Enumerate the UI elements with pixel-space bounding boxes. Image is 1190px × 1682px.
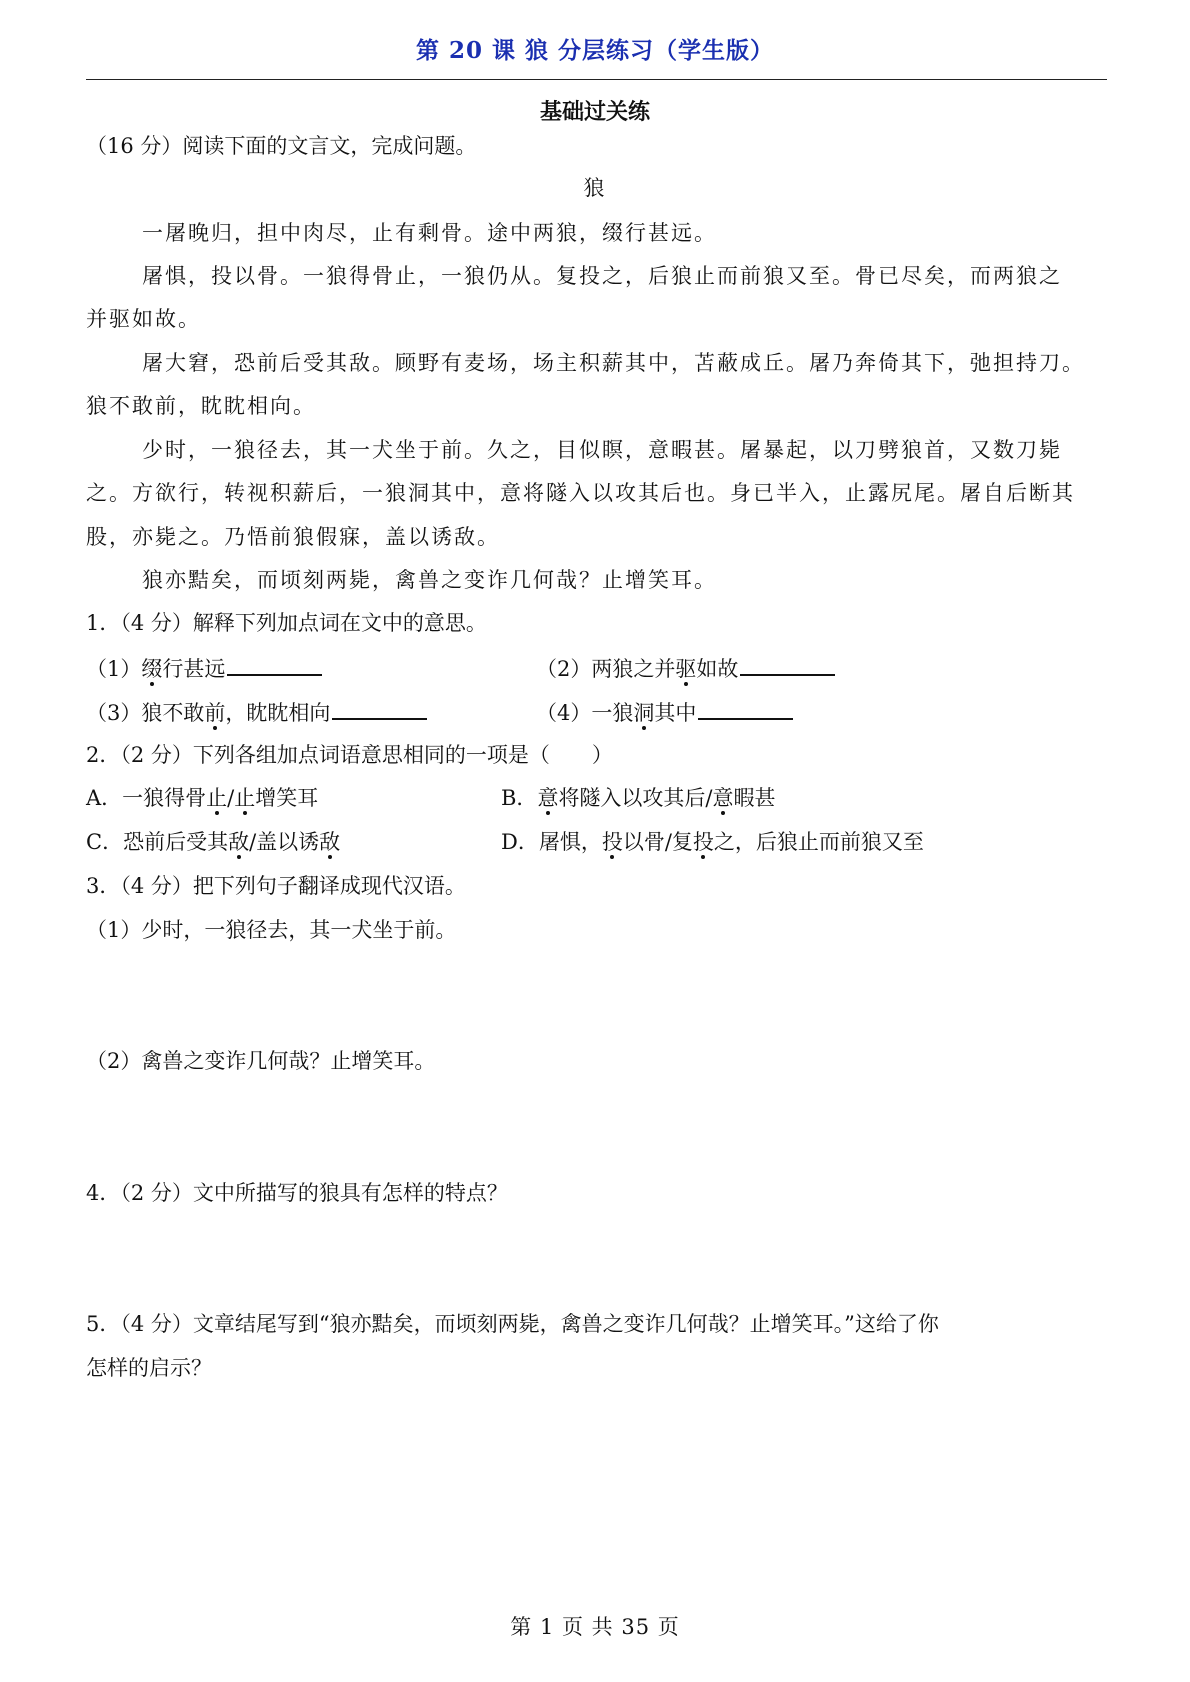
- passage-line: 之。方欲行，转视积薪后，一狼洞其中，意将隧入以攻其后也。身已半入，止露尻尾。屠自后断其: [86, 481, 1075, 505]
- passage-line: 屠惧，投以骨。一狼得骨止，一狼仍从。复投之，后狼止而前狼又至。骨已尽矣，而两狼之: [142, 264, 1062, 288]
- answer-blank[interactable]: [740, 652, 835, 676]
- question-1-stem: 1．（4 分）解释下列加点词在文中的意思。: [86, 611, 487, 635]
- question-3-sentence-1: （1）少时，一狼径去，其一犬坐于前。: [86, 918, 457, 942]
- option-a[interactable]: A．一狼得骨止/止增笑耳: [86, 786, 319, 810]
- section-title: 基础过关练: [539, 99, 650, 125]
- passage-line: 股，亦毙之。乃悟前狼假寐，盖以诱敌。: [86, 525, 500, 549]
- page-number: 第 1 页 共 35 页: [510, 1615, 680, 1639]
- question-3-sentence-2: （2）禽兽之变诈几何哉？止增笑耳。: [86, 1049, 436, 1073]
- answer-blank[interactable]: [698, 696, 793, 720]
- question-1-row-1: [86, 652, 1107, 684]
- passage-line: 狼亦黠矣，而顷刻两毙，禽兽之变诈几何哉？止增笑耳。: [142, 568, 717, 592]
- q1-item-3: （3）狼不敢前，眈眈相向: [86, 701, 427, 725]
- option-c[interactable]: C．恐前后受其敌/盖以诱敌: [86, 830, 341, 854]
- question-1-row-2: [86, 696, 1107, 728]
- question-2-stem: 2．（2 分）下列各组加点词语意思相同的一项是（ ）: [86, 743, 613, 767]
- reading-intro: （16 分）阅读下面的文言文，完成问题。: [86, 134, 477, 158]
- q1-item-2: （2）两狼之并驱如故: [536, 652, 835, 684]
- passage-line: 屠大窘，恐前后受其敌。顾野有麦场，场主积薪其中，苫蔽成丘。屠乃奔倚其下，弛担持刀。: [142, 351, 1085, 375]
- answer-blank[interactable]: [332, 696, 427, 720]
- passage-line: 狼不敢前，眈眈相向。: [86, 394, 316, 418]
- option-b[interactable]: B．意将隧入以攻其后/意暇甚: [501, 786, 776, 810]
- q1-item-1: （1）缀行甚远: [86, 657, 322, 681]
- lesson-title: 第 20 课 狼 分层练习（学生版）: [415, 37, 775, 64]
- q1-item-4: （4）一狼洞其中: [536, 696, 793, 728]
- header-divider: [86, 79, 1107, 80]
- option-d[interactable]: D．屠惧，投以骨/复投之，后狼止而前狼又至: [501, 830, 924, 854]
- passage-line: 并驱如故。: [86, 307, 201, 331]
- question-5-stem: 5．（4 分）文章结尾写到“狼亦黠矣，而顷刻两毙，禽兽之变诈几何哉？止增笑耳。”这给了你: [86, 1312, 939, 1336]
- question-2-row-cd: [86, 827, 1107, 857]
- question-4-stem: 4．（2 分）文中所描写的狼具有怎样的特点？: [86, 1181, 508, 1205]
- passage-title: 狼: [583, 176, 607, 200]
- question-3-stem: 3．（4 分）把下列句子翻译成现代汉语。: [86, 874, 466, 898]
- answer-blank[interactable]: [227, 652, 322, 676]
- passage-line: 一屠晚归，担中肉尽，止有剩骨。途中两狼，缀行甚远。: [142, 221, 717, 245]
- question-2-row-ab: [86, 783, 1107, 813]
- passage-line: 少时，一狼径去，其一犬坐于前。久之，目似瞑，意暇甚。屠暴起，以刀劈狼首，又数刀毙: [142, 438, 1062, 462]
- question-5-stem-cont: 怎样的启示？: [86, 1356, 212, 1380]
